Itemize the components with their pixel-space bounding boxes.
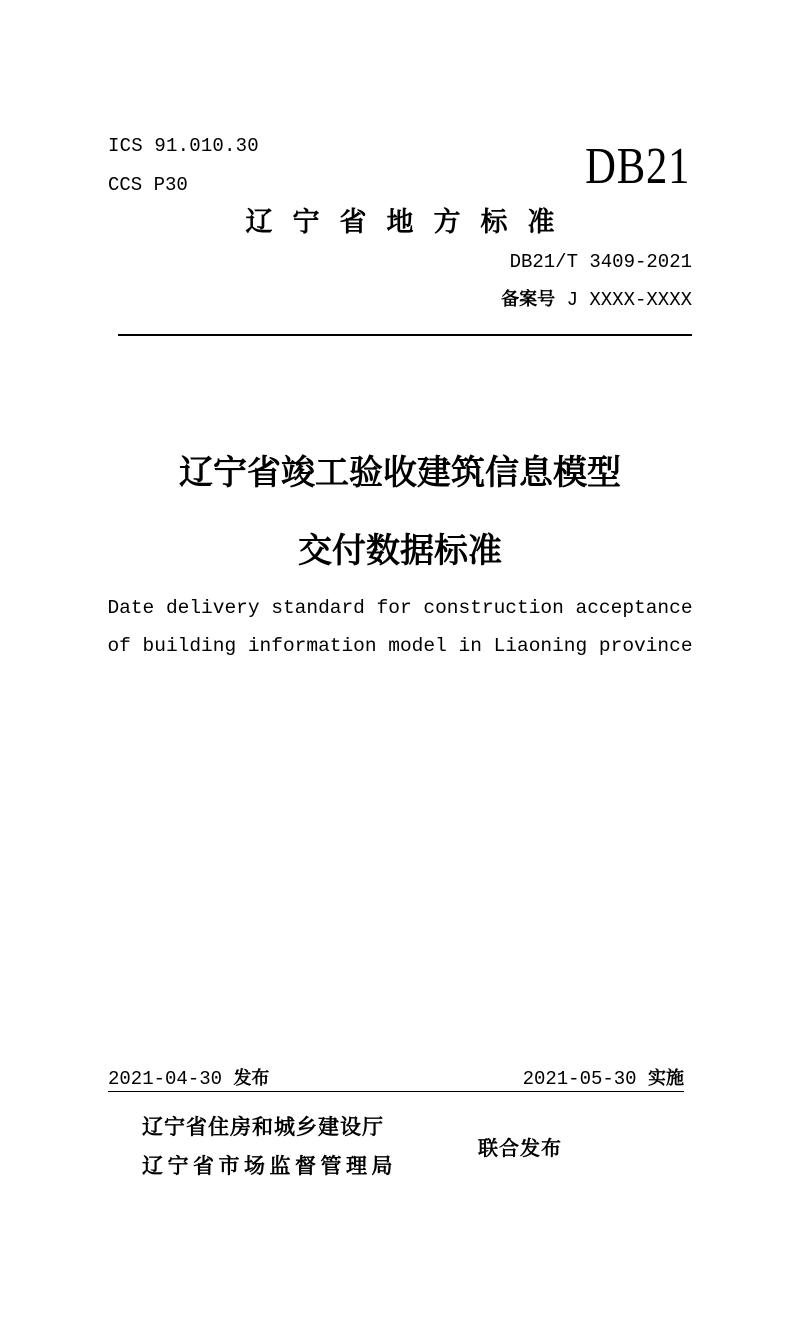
- standard-type-heading: 辽宁省地方标准: [245, 207, 575, 238]
- footer-divider: [108, 1091, 684, 1092]
- english-title-line-1: Date delivery standard for construction acceptance: [107, 597, 693, 619]
- db-mark: DB21: [584, 138, 690, 195]
- implement-date: 2021-05-30: [522, 1068, 637, 1090]
- ics-code: ICS 91.010.30: [108, 135, 259, 157]
- issue-date: 2021-04-30: [108, 1068, 223, 1090]
- english-title-line-2: of building information model in Liaoning province: [107, 635, 693, 657]
- joint-release-label: 联合发布: [478, 1136, 562, 1160]
- header-divider: [118, 334, 692, 336]
- title-line-2: 交付数据标准: [298, 531, 502, 571]
- filing-number: J XXXX-XXXX: [566, 289, 692, 311]
- title-line-1: 辽宁省竣工验收建筑信息模型: [179, 453, 621, 493]
- filing-number-line: [501, 288, 692, 312]
- issue-date-line: [108, 1066, 269, 1092]
- implement-label: 实施: [648, 1068, 684, 1089]
- filing-label: 备案号: [501, 289, 556, 310]
- ccs-code: CCS P30: [108, 174, 188, 196]
- publisher-market-regulation: 辽宁省市场监督管理局: [142, 1154, 397, 1178]
- publisher-housing-department: 辽宁省住房和城乡建设厅: [142, 1115, 384, 1139]
- issue-label: 发布: [233, 1068, 270, 1089]
- standard-number: DB21/T 3409-2021: [509, 251, 692, 273]
- implement-date-line: [523, 1066, 684, 1092]
